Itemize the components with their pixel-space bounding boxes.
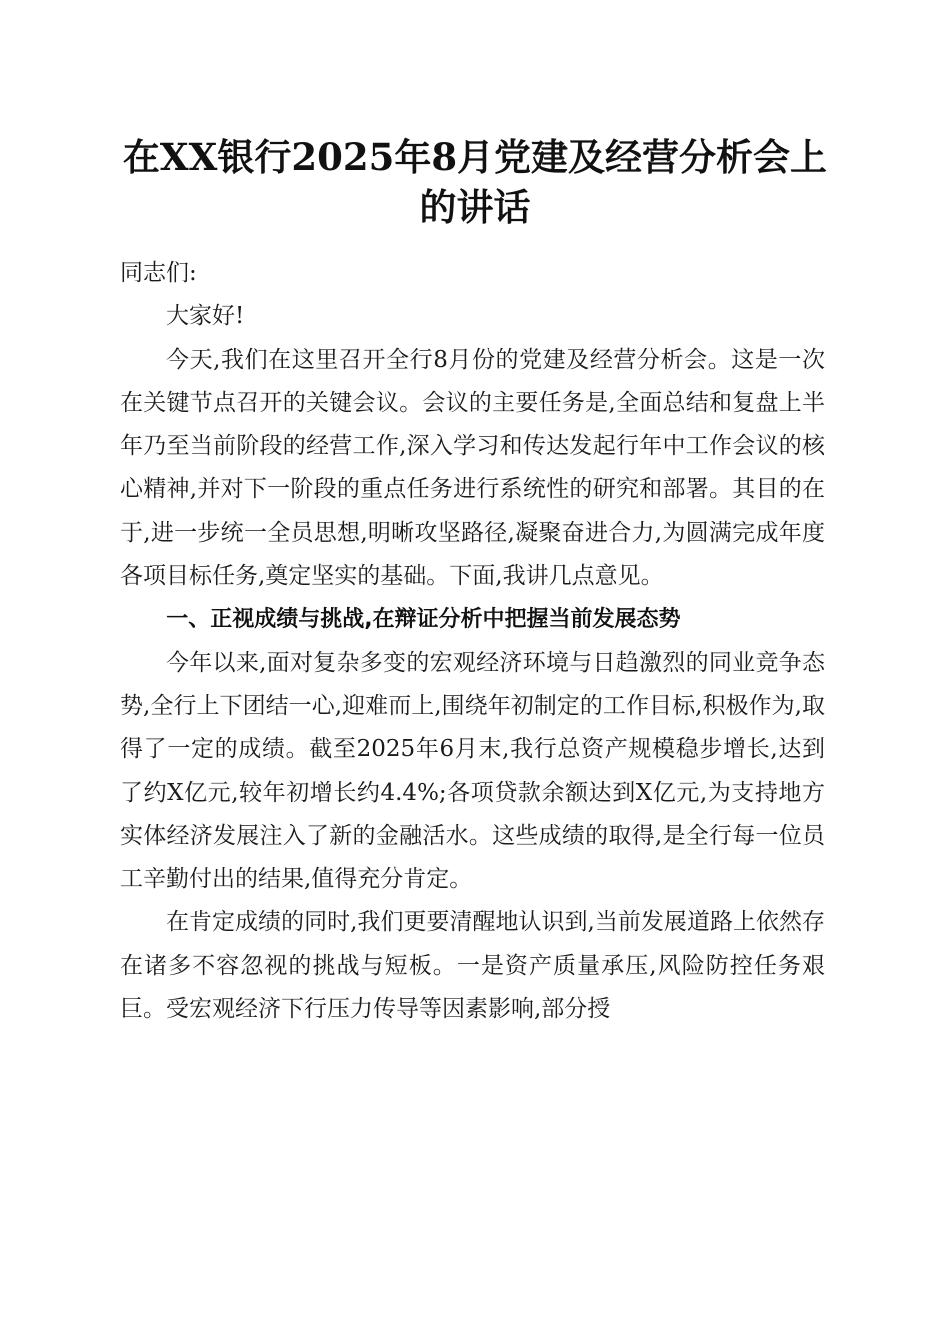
body-paragraph: 今年以来,面对复杂多变的宏观经济环境与日趋激烈的同业竞争态势,全行上下团结一心,迎难而上,围绕年初制定的工作目标,积极作为,取得了一定的成绩。截至2025年6月末,我行总资产规模稳步增长,达到了约X亿元,较年初增长约4.4%;各项贷款余额达到X亿元,为支持地方实体经济发展注入了新的金融活水。这些成绩的取得,是全行每一位员工辛勤付出的结果,值得充分肯定。	[120, 649, 825, 893]
greeting: 大家好!	[166, 303, 245, 330]
body-paragraph: 在肯定成绩的同时,我们更要清醒地认识到,当前发展道路上依然存在诸多不容忽视的挑战与短板。一是资产质量承压,风险防控任务艰巨。受宏观经济下行压力传导等因素影响,部分授	[120, 909, 825, 1023]
section-heading: 一、正视成绩与挑战,在辩证分析中把握当前发展态势	[166, 607, 681, 633]
title-line-2: 的讲话	[419, 185, 531, 229]
title-line-1: 在XX银行2025年8月党建及经营分析会上	[122, 135, 828, 179]
document-body	[120, 252, 825, 1031]
document-title	[110, 132, 840, 232]
intro-paragraph: 今天,我们在这里召开全行8月份的党建及经营分析会。这是一次在关键节点召开的关键会议。会议的主要任务是,全面总结和复盘上半年乃至当前阶段的经营工作,深入学习和传达发起行年中工作会议的核心精神,并对下一阶段的重点任务进行系统性的研究和部署。其目的在于,进一步统一全员思想,明晰攻坚路径,凝聚奋进合力,为圆满完成年度各项目标任务,奠定坚实的基础。下面,我讲几点意见。	[120, 346, 825, 590]
salutation: 同志们:	[120, 260, 197, 286]
